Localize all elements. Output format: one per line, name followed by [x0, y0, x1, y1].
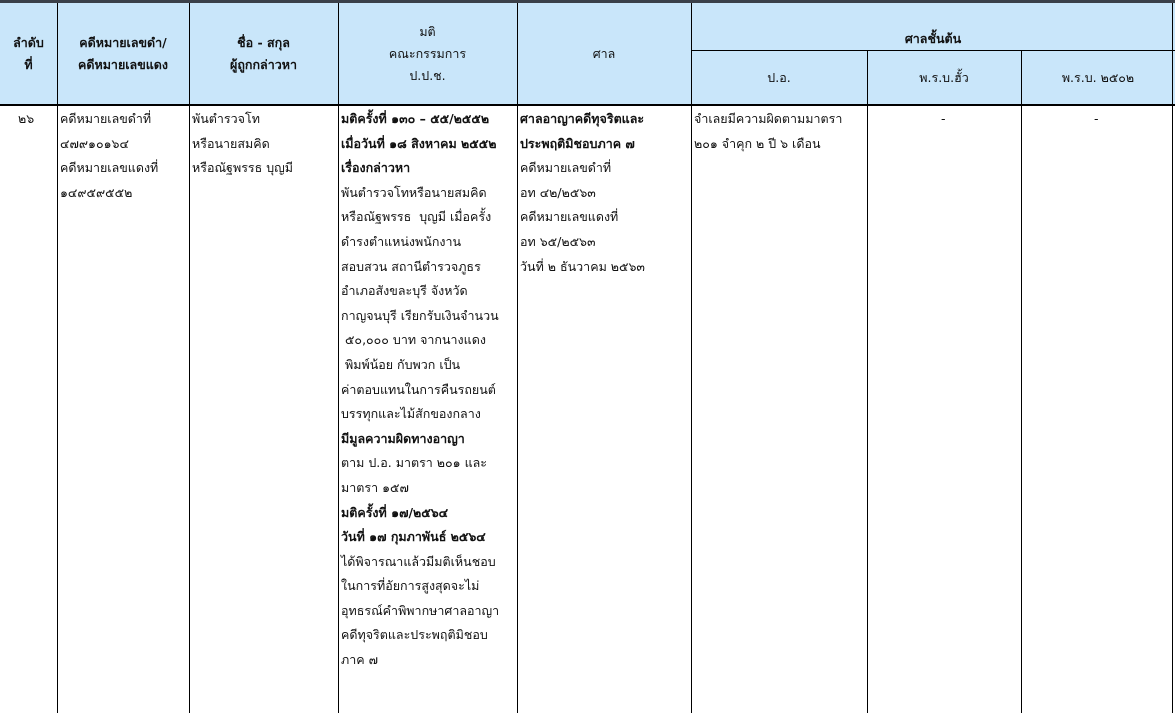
case-line-3: คดีหมายเลขแดงที่ [60, 160, 159, 176]
resolution-line-7: สอบสวน สถานีตำรวจภูธร [341, 258, 481, 274]
col-divider-1 [57, 3, 58, 713]
header-resolution-line2: คณะกรรมการ [388, 45, 467, 61]
col-divider-2 [189, 3, 190, 713]
header-case-no-line2: คดีหมายเลขแดง [77, 56, 169, 72]
resolution-line-6: ดำรงตำแหน่งพนักงาน [341, 233, 462, 249]
resolution-line-12: ค่าตอบแทนในการคืนรถยนต์ [341, 381, 496, 397]
resolution-line-13: บรรทุกและไม้สักของกลาง [341, 406, 481, 422]
header-resolution-line3: ป.ป.ช. [409, 67, 446, 83]
pa-line-2: ๒๐๑ จำคุก ๒ ปี ๖ เดือน [694, 135, 821, 151]
court-line-5: คดีหมายเลขแดงที่ [520, 209, 619, 225]
resolution-line-9: กาญจนบุรี เรียกรับเงินจำนวน [341, 307, 499, 323]
court-line-2: ประพฤติมิชอบภาค ๗ [520, 135, 635, 151]
resolution-line-23: ภาค ๗ [341, 652, 378, 668]
header-hua [867, 51, 1021, 104]
header-court [517, 3, 691, 104]
act2502-value: - [1094, 111, 1099, 126]
header-resolution [338, 3, 517, 104]
header-first-court-label: ศาลชั้นต้น [904, 30, 962, 46]
resolution-line-3: เรื่องกล่าวหา [341, 160, 411, 176]
header-order [0, 3, 57, 104]
resolution-line-21: อุทธรณ์คำพิพากษาศาลอาญา [341, 602, 500, 618]
header-order-line2: ที่ [24, 56, 33, 72]
resolution-line-20: ในการที่อัยการสูงสุดจะไม่ [341, 578, 480, 594]
resolution-line-17: มติครั้งที่ ๑๗/๒๕๖๔ [341, 504, 449, 520]
header-court-label: ศาล [592, 45, 616, 61]
case-line-1: คดีหมายเลขดำที่ [60, 111, 152, 126]
name-line-2: หรือนายสมคิด [192, 135, 270, 151]
resolution-line-4: พันตำรวจโทหรือนายสมคิด [341, 184, 487, 200]
cell-hua [941, 107, 946, 132]
header-order-line1: ลำดับ [13, 34, 44, 50]
cell-name [192, 107, 293, 181]
pa-line-1: จำเลยมีความผิดตามมาตรา [694, 111, 843, 126]
header-name-line1: ชื่อ - สกุล [237, 34, 290, 50]
header-pa-label: ป.อ. [767, 69, 791, 85]
court-line-7: วันที่ ๒ ธันวาคม ๒๕๖๓ [520, 258, 645, 274]
name-line-1: พันตำรวจโท [192, 111, 260, 126]
resolution-line-11: พิมพ์น้อย กับพวก เป็น [341, 356, 461, 372]
case-line-2: ๔๗๙๑๐๑๖๔ [60, 135, 129, 151]
court-line-6: อท ๖๕/๒๕๖๓ [520, 233, 596, 249]
header-act2502-label: พ.ร.บ. ๒๕๐๒ [1061, 69, 1135, 85]
resolution-line-10: ๕๐,๐๐๐ บาท จากนางแดง [341, 332, 486, 348]
cell-case-no [60, 107, 158, 205]
resolution-line-5: หรือณัฐพรรธ บุญมี เมื่อครั้ง [341, 209, 492, 225]
col-divider-6 [867, 51, 868, 713]
cell-act2502 [1094, 107, 1099, 132]
header-resolution-line1: มติ [419, 23, 436, 39]
col-divider-4 [517, 3, 518, 713]
hua-value: - [941, 111, 946, 126]
cell-court [520, 107, 645, 279]
court-line-4: อท ๔๒/๒๕๖๓ [520, 184, 596, 200]
header-first-court [691, 3, 1175, 50]
col-divider-3 [338, 3, 339, 713]
resolution-line-18: วันที่ ๑๗ กุมภาพันธ์ ๒๕๖๔ [341, 529, 486, 545]
resolution-line-15: ตาม ป.อ. มาตรา ๒๐๑ และ [341, 455, 488, 471]
court-line-3: คดีหมายเลขดำที่ [520, 160, 612, 176]
court-line-1: ศาลอาญาคดีทุจริตและ [520, 111, 645, 126]
header-name-line2: ผู้ถูกกล่าวหา [230, 56, 297, 72]
col-divider-5 [691, 3, 692, 713]
resolution-line-19: ได้พิจารณาแล้วมีมติเห็นชอบ [341, 553, 496, 569]
resolution-line-8: อำเภอสังขละบุรี จังหวัด [341, 283, 468, 299]
header-name [189, 3, 338, 104]
col-divider-7 [1021, 51, 1022, 713]
header-act2502 [1021, 51, 1175, 104]
resolution-line-1: มติครั้งที่ ๑๓๐ – ๕๕/๒๕๕๒ [341, 111, 490, 126]
resolution-line-2: เมื่อวันที่ ๑๘ สิงหาคม ๒๕๕๒ [341, 135, 497, 151]
order-value: ๒๖ [18, 111, 35, 126]
header-pa [691, 51, 867, 104]
resolution-line-16: มาตรา ๑๕๗ [341, 479, 409, 495]
header-bottom-border [0, 104, 1175, 106]
resolution-line-14: มีมูลความผิดทางอาญา [341, 430, 465, 446]
resolution-line-22: คดีทุจริตและประพฤติมิชอบ [341, 627, 488, 643]
first-court-divider [691, 50, 1175, 51]
case-line-4: ๑๔๙๕๙๕๕๒ [60, 184, 133, 200]
header-case-no-line1: คดีหมายเลขดำ/ [79, 34, 167, 50]
cell-resolution [341, 107, 499, 673]
header-case-no [57, 3, 189, 104]
name-line-3: หรือณัฐพรรธ บุญมี [192, 160, 294, 176]
cell-order [18, 107, 34, 132]
cell-pa [694, 107, 842, 156]
col-divider-8 [1172, 3, 1173, 713]
header-hua-label: พ.ร.บ.ฮั้ว [919, 69, 969, 85]
